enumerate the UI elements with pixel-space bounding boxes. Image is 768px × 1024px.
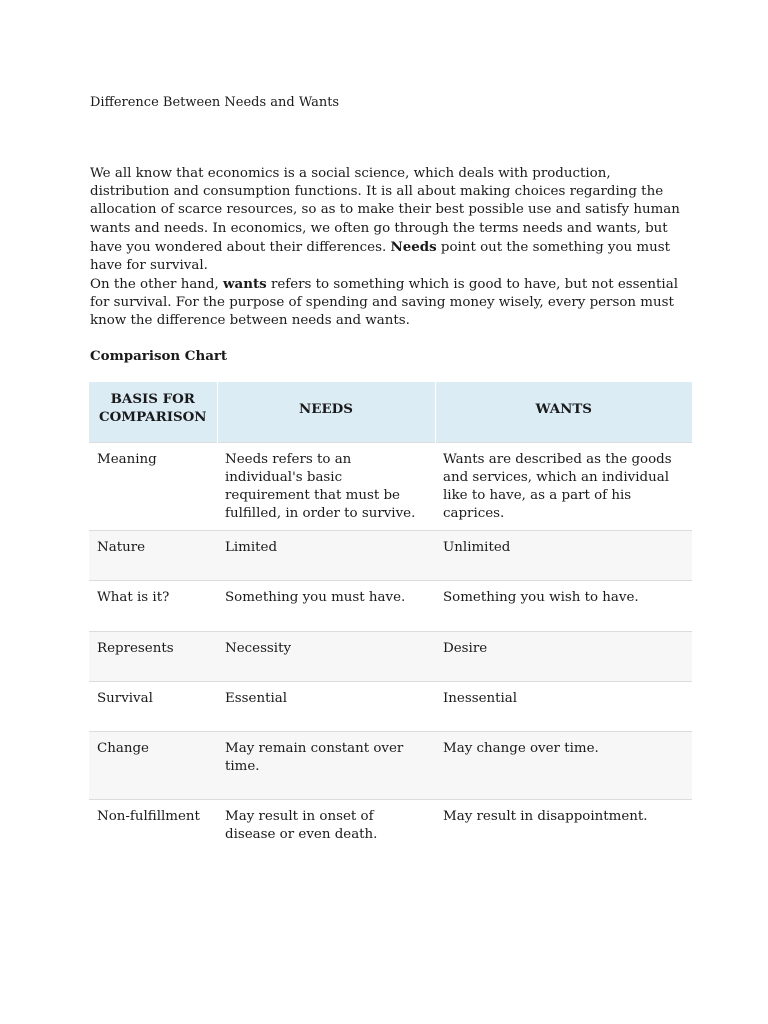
row-needs-cell: May remain constant over time. (217, 731, 435, 799)
row-needs-cell: Limited (217, 530, 435, 580)
comparison-chart-heading: Comparison Chart (90, 348, 228, 364)
comparison-table (89, 382, 692, 859)
table-header-row (89, 382, 692, 442)
wants-text-1: On the other hand, (90, 277, 224, 292)
row-wants-cell: Wants are described as the goods and services, which an individual like to have, as a part of his caprices. (435, 442, 692, 530)
row-needs-cell: Necessity (217, 631, 435, 681)
row-basis-cell: Represents (89, 631, 217, 681)
row-wants-cell: Inessential (435, 681, 692, 731)
row-wants-cell: Something you wish to have. (435, 580, 692, 631)
row-basis-cell: Survival (89, 681, 217, 731)
table-row (89, 731, 692, 799)
table-row (89, 580, 692, 631)
intro-text-1: We all know that economics is a social science, which deals with production, distribution and consumption functions. It is all about making choices regarding the allocation of scarce resources, so as to make their best possible use and satisfy human wants and needs. In economics, we often go through the terms needs and wants, but have you wondered about their differences. (90, 166, 680, 255)
header-wants: WANTS (435, 382, 692, 442)
wants-text-2: refers to something which is good to have, but not essential for survival. For the purpose of spending and saving money wisely, every person must know the difference between needs and wants. (90, 277, 678, 329)
needs-term: Needs (390, 238, 437, 255)
table-row (89, 631, 692, 681)
row-wants-cell: Unlimited (435, 530, 692, 580)
table-row (89, 530, 692, 580)
intro-text-2: point out the something you must have for survival. (90, 239, 670, 274)
row-wants-cell: Desire (435, 631, 692, 681)
row-needs-cell: Needs refers to an individual's basic requirement that must be fulfilled, in order to survive. (217, 442, 435, 530)
row-basis-cell: Non-fulfillment (89, 799, 217, 859)
document-title: Difference Between Needs and Wants (90, 95, 340, 110)
row-wants-cell: May result in disappointment. (435, 799, 692, 859)
row-needs-cell: Essential (217, 681, 435, 731)
row-basis-cell: Meaning (89, 442, 217, 530)
intro-paragraph (90, 165, 690, 275)
header-needs: NEEDS (217, 382, 435, 442)
row-needs-cell: Something you must have. (217, 580, 435, 631)
row-wants-cell: May change over time. (435, 731, 692, 799)
table-row (89, 799, 692, 859)
table-row (89, 442, 692, 530)
wants-term: wants (223, 276, 267, 292)
table-row (89, 681, 692, 731)
row-basis-cell: Nature (89, 530, 217, 580)
row-basis-cell: Change (89, 731, 217, 799)
header-basis: BASIS FOR COMPARISON (89, 382, 217, 442)
row-needs-cell: May result in onset of disease or even death. (217, 799, 435, 859)
row-basis-cell: What is it? (89, 580, 217, 631)
wants-paragraph (90, 275, 690, 331)
